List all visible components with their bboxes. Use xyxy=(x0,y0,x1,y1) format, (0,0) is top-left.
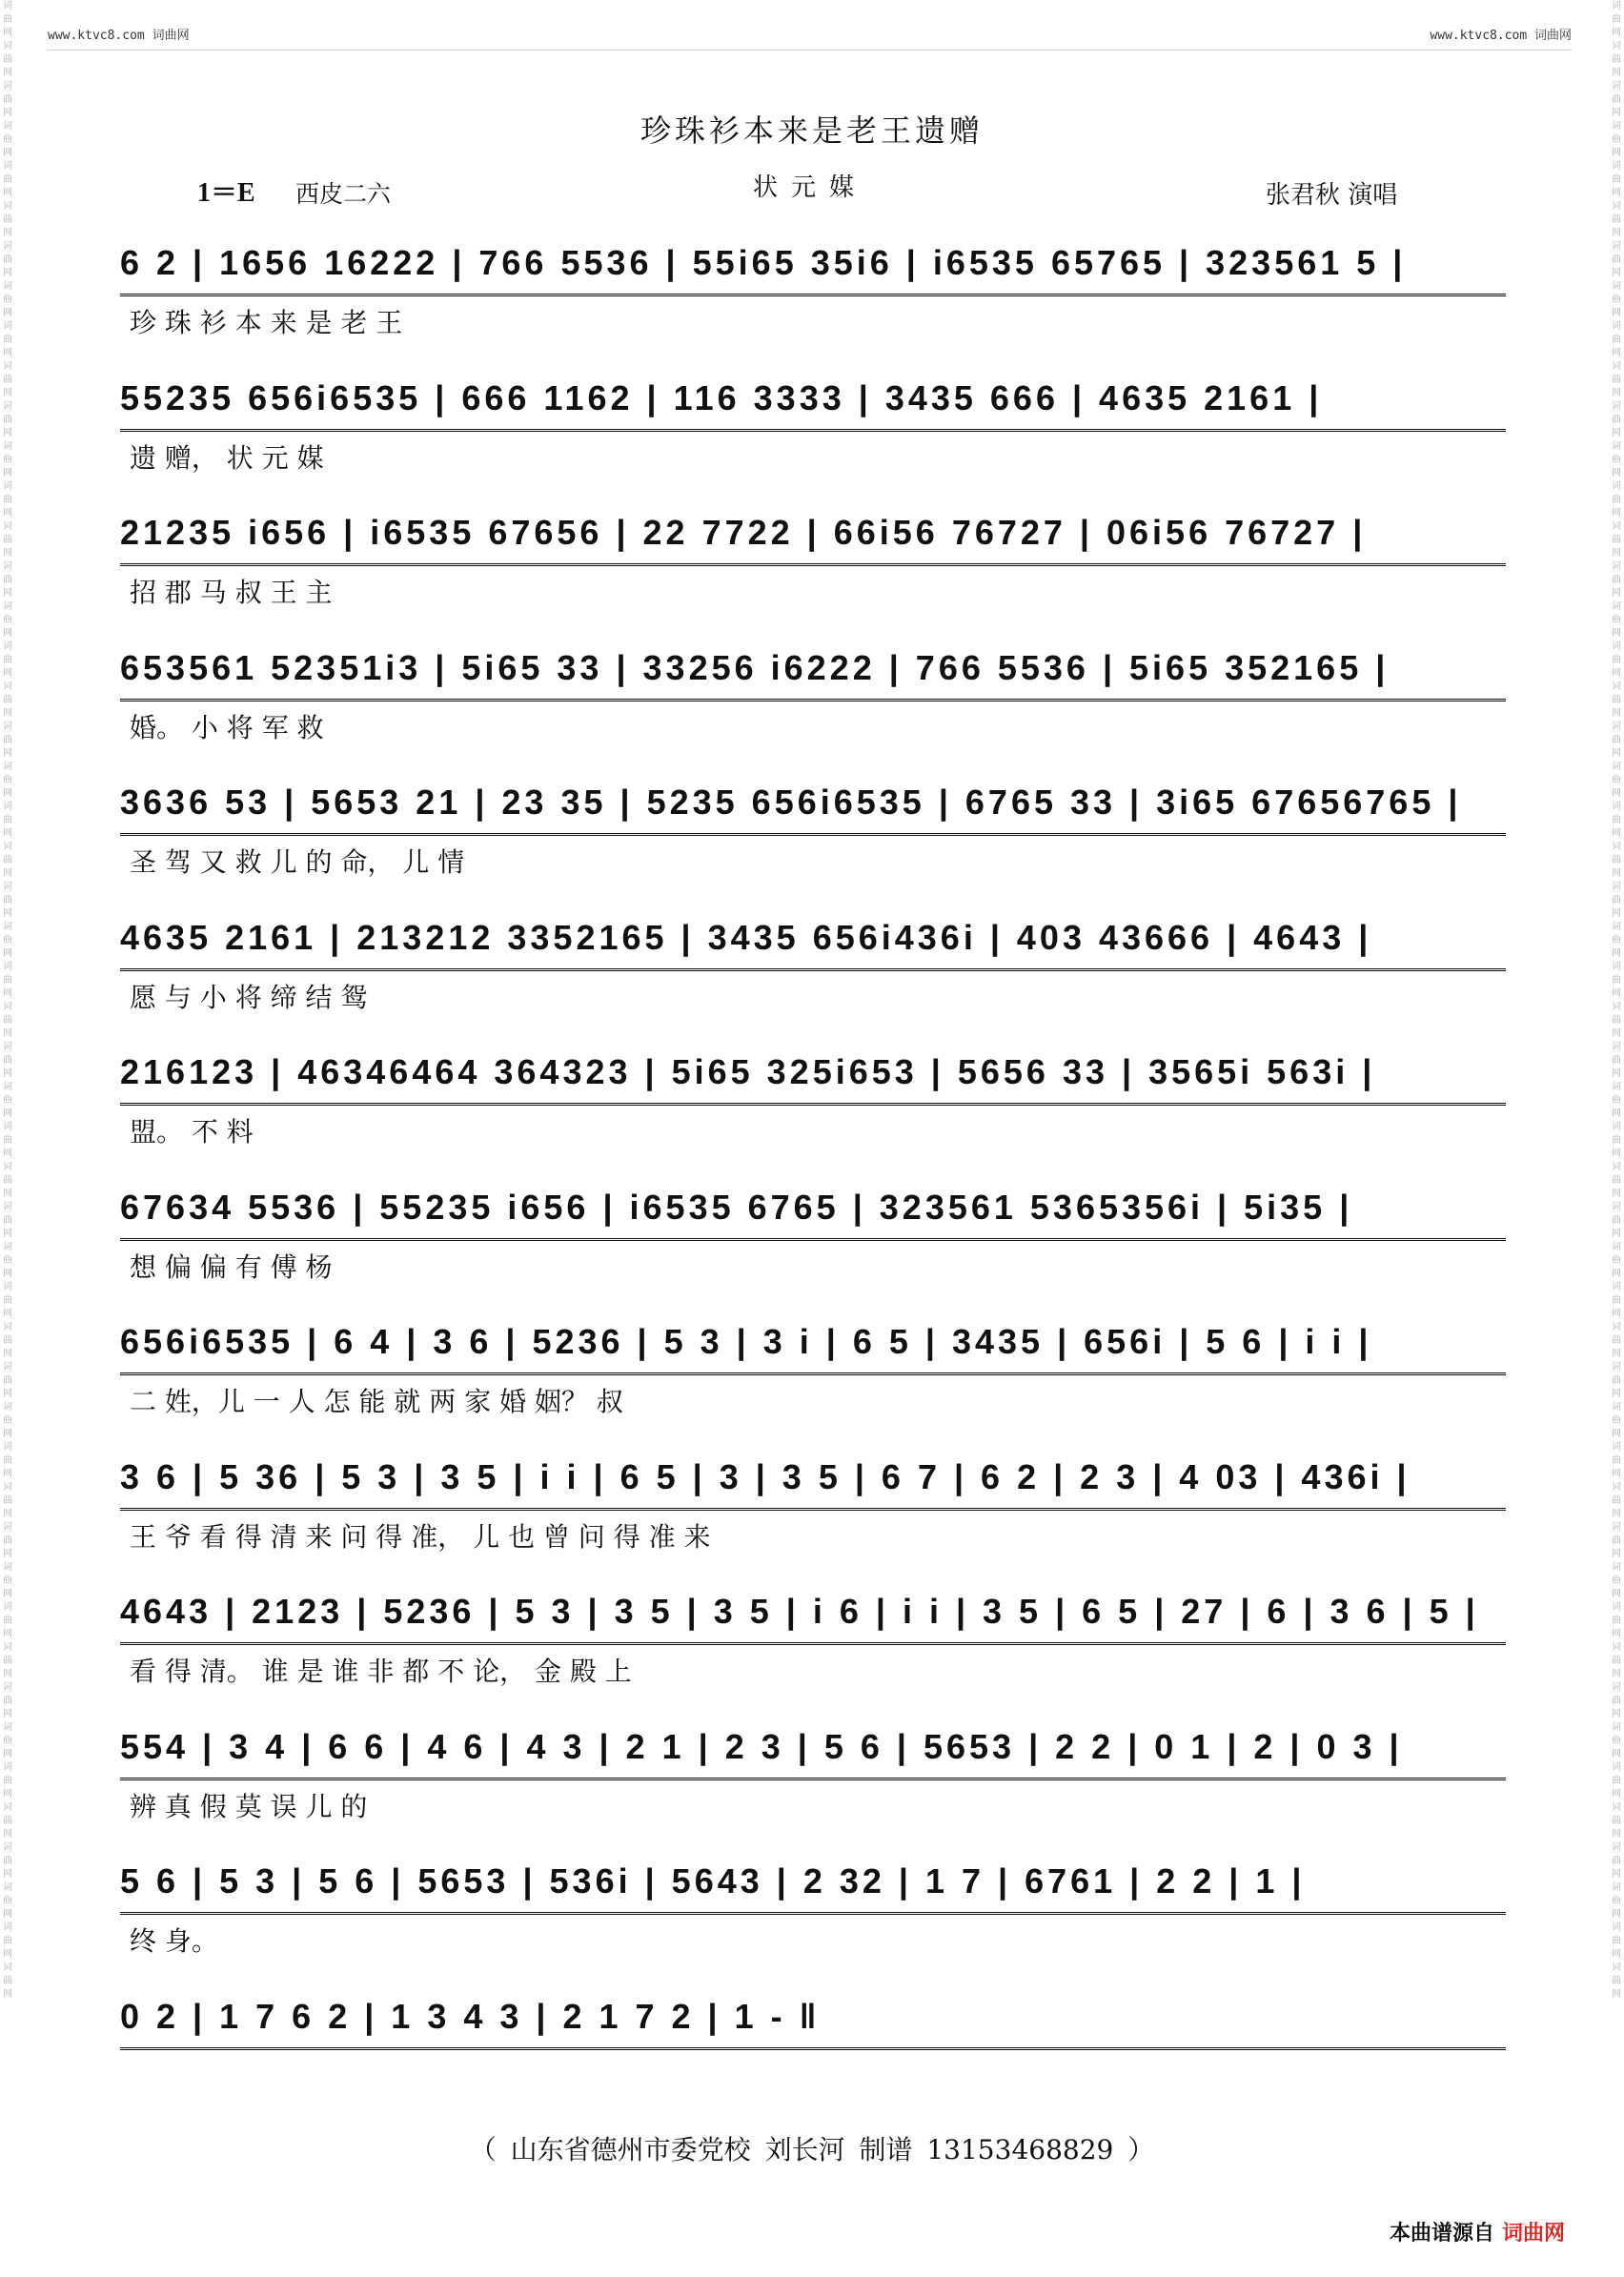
notation-line: 5 6 | 5 3 | 5 6 | 5653 | 536i | 5643 | 2 32 | 1 7 | 6761 | 2 2 | 1 | xyxy=(120,1851,1506,1915)
score-system xyxy=(120,1042,1506,1177)
lyrics-line xyxy=(120,2050,1506,2100)
score-system xyxy=(120,1177,1506,1312)
score xyxy=(120,233,1506,2121)
lyrics-line: 王 爷 看 得 清 来 问 得 准， 儿 也 曾 问 得 准 来 xyxy=(130,1520,711,1553)
lyrics-line: 二 姓，儿 一 人 怎 能 就 两 家 婚 姻？ 叔 xyxy=(130,1386,623,1417)
lyrics-line: 遗 赠， 状 元 媒 xyxy=(130,441,324,474)
score-system xyxy=(120,233,1506,368)
notation-line: 554 | 3 4 | 6 6 | 4 6 | 4 3 | 2 1 | 2 3 | 5 6 | 5653 | 2 2 | 0 1 | 2 | 0 3 | xyxy=(120,1717,1506,1780)
score-system xyxy=(120,907,1506,1043)
score-system xyxy=(120,638,1506,773)
key-signature: 1＝E xyxy=(197,178,255,208)
score-system xyxy=(120,1717,1506,1852)
source-credit xyxy=(1390,2217,1565,2247)
source-brand-link[interactable]: 词曲网 xyxy=(1501,2222,1565,2246)
notation-credit: （ 山东省德州市委党校 刘长河 制谱 13153468829 ） xyxy=(469,2134,1155,2165)
lyrics-line: 珍 珠 衫 本 来 是 老 王 xyxy=(130,307,403,338)
singer-credit: 张君秋 演唱 xyxy=(1266,181,1398,210)
lyrics-line: 想 偏 偏 有 傅 杨 xyxy=(130,1250,333,1283)
lyrics-line: 圣 驾 又 救 儿 的 命， 儿 情 xyxy=(130,846,465,878)
notation-line: 67634 5536 | 55235 i656 | i6535 6765 | 323561 5365356i | 5i35 | xyxy=(120,1177,1506,1241)
lyrics-line: 终 身。 xyxy=(130,1925,218,1957)
lyrics-line: 看 得 清。 谁 是 谁 非 都 不 论， 金 殿 上 xyxy=(130,1656,632,1687)
notation-line: 4635 2161 | 213212 3352165 | 3435 656i436i | 403 43666 | 4643 | xyxy=(120,907,1506,971)
notation-line: 653561 52351i3 | 5i65 33 | 33256 i6222 | 766 5536 | 5i65 352165 | xyxy=(120,638,1506,701)
site-tag-left[interactable]: www.ktvc8.com 词曲网 xyxy=(48,29,190,43)
lyrics-line: 愿 与 小 将 缔 结 鸳 xyxy=(130,981,368,1013)
score-system xyxy=(120,772,1506,907)
source-prefix: 本曲谱源自 xyxy=(1389,2222,1494,2246)
score-system xyxy=(120,1581,1506,1717)
lyrics-line: 招 郡 马 叔 王 主 xyxy=(130,577,333,608)
notation-line: 216123 | 46346464 364323 | 5i65 325i653 | 5656 33 | 3565i 563i | xyxy=(120,1042,1506,1106)
notation-line: 55235 656i6535 | 666 1162 | 116 3333 | 3435 666 | 4635 2161 | xyxy=(120,368,1506,432)
notation-line: 4643 | 2123 | 5236 | 5 3 | 3 5 | 3 5 | i 6 | i i | 3 5 | 6 5 | 27 | 6 | 3 6 | 5 | xyxy=(120,1581,1506,1645)
mode-label: 西皮二六 xyxy=(295,180,392,208)
score-system xyxy=(120,502,1506,638)
notation-line: 0 2 | 1 7 6 2 | 1 3 4 3 | 2 1 7 2 | 1 - ‖ xyxy=(120,1986,1506,2050)
score-system xyxy=(120,1986,1506,2122)
lyrics-line: 婚。 小 将 军 救 xyxy=(130,711,324,743)
notation-line: 3636 53 | 5653 21 | 23 35 | 5235 656i6535 | 6765 33 | 3i65 67656765 | xyxy=(120,772,1506,836)
score-system xyxy=(120,1311,1506,1447)
header-divider xyxy=(48,50,1572,51)
lyrics-line: 盟。 不 料 xyxy=(130,1116,254,1148)
notation-line: 21235 i656 | i6535 67656 | 22 7722 | 66i56 76727 | 06i56 76727 | xyxy=(120,502,1506,566)
right-edge-watermark: 词曲网词曲网词曲网词曲网词曲网词曲网词曲网词曲网词曲网词曲网词曲网词曲网词曲网词曲网词曲网词曲网词曲网词曲网词曲网词曲网词曲网词曲网词曲网词曲网词曲网词曲网词曲网词曲网词曲网词曲网词曲网词曲网词曲网词曲网词曲网词曲网词曲网词曲网词曲网词曲网词曲网词曲网词曲网词曲网词曲网词曲网词曲网词曲网词曲网词曲网 xyxy=(1612,1,1621,2000)
opera-subtitle: 状元媒 xyxy=(753,173,868,202)
left-edge-watermark: 词曲网词曲网词曲网词曲网词曲网词曲网词曲网词曲网词曲网词曲网词曲网词曲网词曲网词曲网词曲网词曲网词曲网词曲网词曲网词曲网词曲网词曲网词曲网词曲网词曲网词曲网词曲网词曲网词曲网词曲网词曲网词曲网词曲网词曲网词曲网词曲网词曲网词曲网词曲网词曲网词曲网词曲网词曲网词曲网词曲网词曲网词曲网词曲网词曲网词曲网 xyxy=(3,1,12,2000)
notation-line: 3 6 | 5 36 | 5 3 | 3 5 | i i | 6 5 | 3 | 3 5 | 6 7 | 6 2 | 2 3 | 4 03 | 436i | xyxy=(120,1447,1506,1511)
song-title: 珍珠衫本来是老王遗赠 xyxy=(639,112,984,149)
score-system xyxy=(120,1447,1506,1582)
lyrics-line: 辨 真 假 莫 误 儿 的 xyxy=(130,1790,368,1822)
score-system xyxy=(120,368,1506,503)
score-system xyxy=(120,1851,1506,1986)
notation-line: 656i6535 | 6 4 | 3 6 | 5236 | 5 3 | 3 i | 6 5 | 3435 | 656i | 5 6 | i i | xyxy=(120,1311,1506,1375)
notation-line: 6 2 | 1656 16222 | 766 5536 | 55i65 35i6 | i6535 65765 | 323561 5 | xyxy=(120,233,1506,296)
site-tag-right[interactable]: www.ktvc8.com 词曲网 xyxy=(1430,29,1572,43)
